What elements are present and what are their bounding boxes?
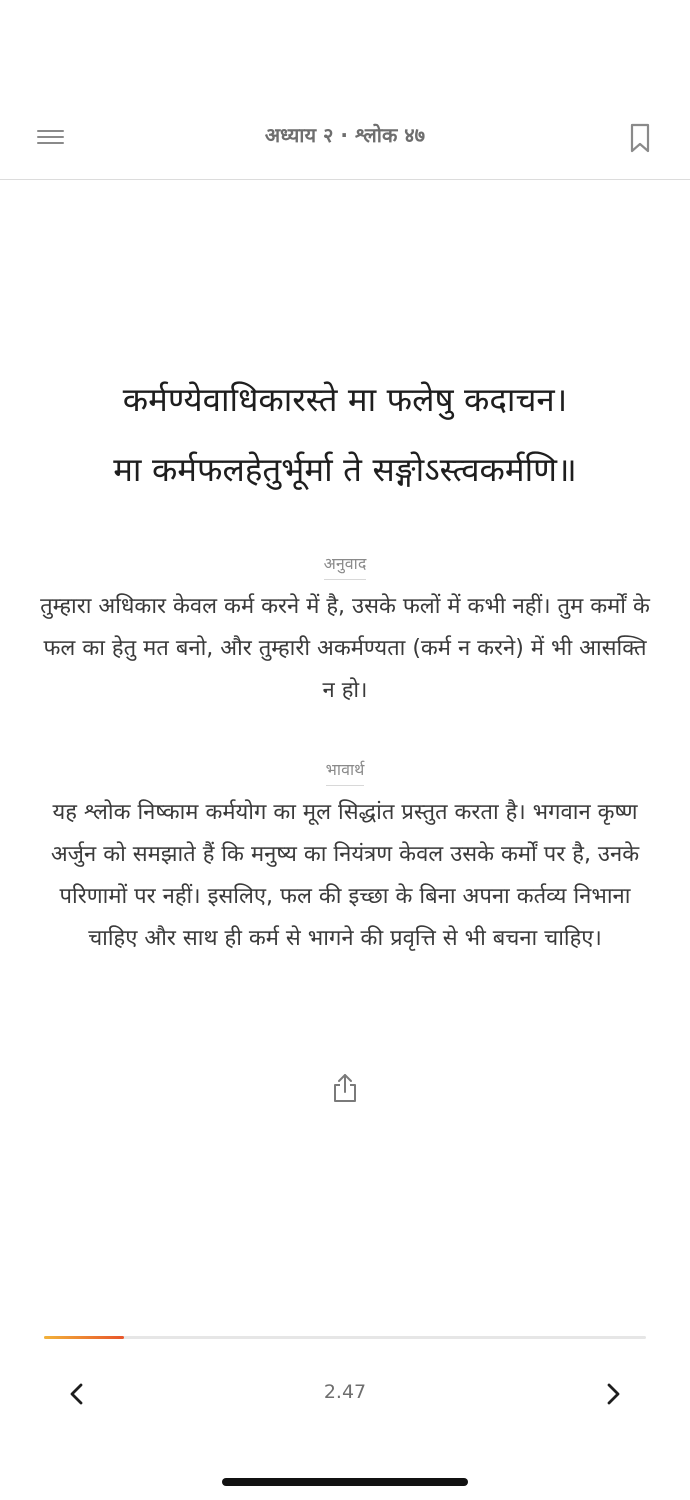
top-bar: [0, 95, 690, 180]
meaning-section: [40, 758, 650, 960]
bookmark-button[interactable]: [620, 117, 660, 157]
verse-block: [20, 365, 670, 505]
meaning-label: भावार्थ: [326, 758, 365, 786]
translation-section: [40, 552, 650, 712]
next-verse-button[interactable]: [592, 1372, 636, 1416]
previous-verse-button[interactable]: [56, 1372, 100, 1416]
menu-button[interactable]: [26, 117, 74, 157]
meaning-text: यह श्लोक निष्काम कर्मयोग का मूल सिद्धांत प्रस्तुत करता है। भगवान कृष्ण अर्जुन को समझाते हैं कि मनुष्य का नियंत्रण केवल उसके कर्मों पर है, उनके परिणामों पर नहीं। इसलिए, फल की इच्छा के बिना अपना कर्तव्य निभाना चाहिए और साथ ही कर्म से भागने की प्रवृत्ति से भी बचना चाहिए।: [50, 800, 640, 951]
verse-number: 2.47: [323, 1381, 367, 1403]
share-icon: [325, 1068, 365, 1108]
translation-label: अनुवाद: [324, 552, 367, 580]
page-title: अध्याय २ · श्लोक ४७: [264, 123, 426, 147]
home-indicator: [222, 1478, 468, 1486]
share-button[interactable]: [325, 1068, 365, 1108]
chevron-left-icon: [56, 1372, 100, 1416]
verse-line-1: कर्मण्येवाधिकारस्ते मा फलेषु कदाचन।: [122, 380, 568, 419]
bookmark-icon: [620, 117, 660, 157]
translation-text: तुम्हारा अधिकार केवल कर्म करने में है, उसके फलों में कभी नहीं। तुम कर्मों के फल का हेतु मत बनो, और तुम्हारी अकर्मण्यता (कर्म न करने) में भी आसक्ति न हो।: [40, 594, 650, 703]
chevron-right-icon: [592, 1372, 636, 1416]
verse-line-2: मा कर्मफलहेतुर्भूर्मा ते सङ्गोऽस्त्वकर्मणि॥: [113, 450, 577, 489]
progress-fill: [44, 1336, 124, 1339]
progress-bar: [44, 1336, 646, 1339]
